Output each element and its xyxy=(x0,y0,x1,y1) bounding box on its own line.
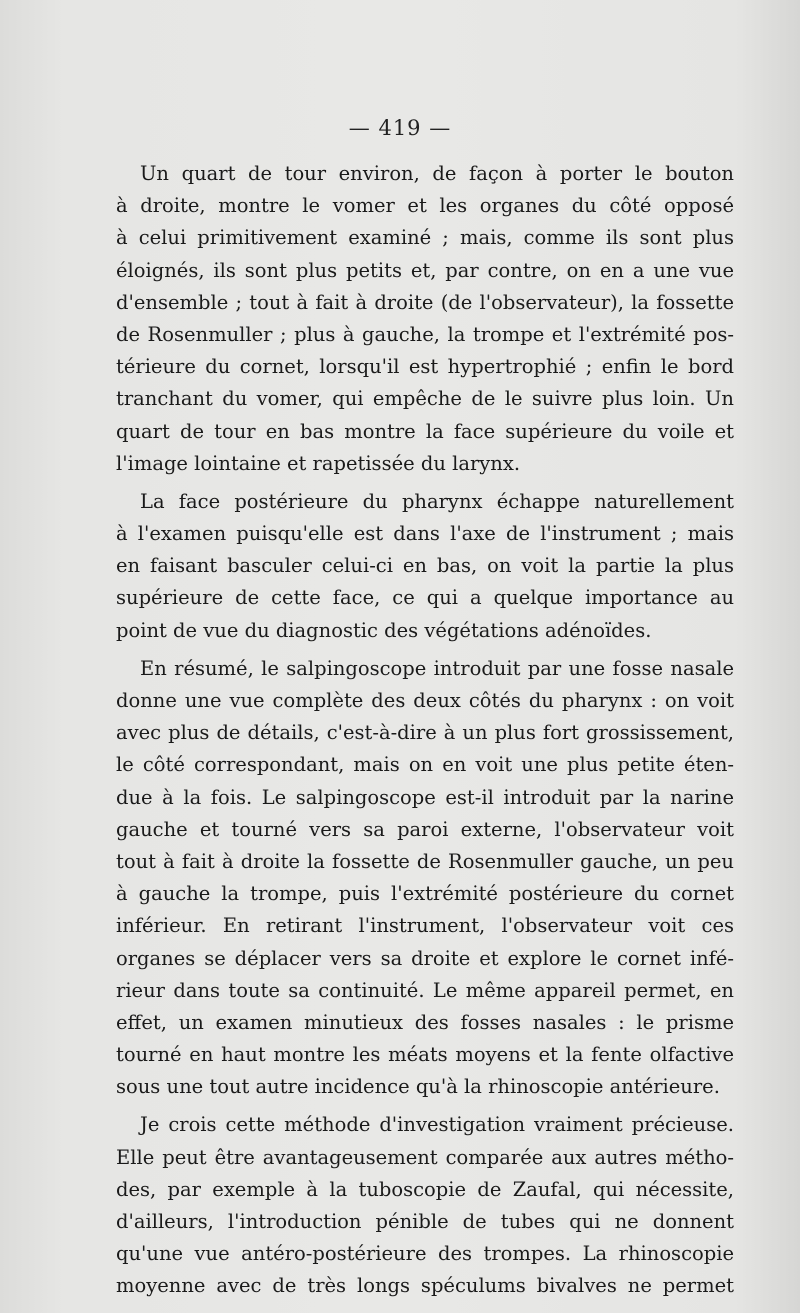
text-line: à celui primitivement examiné ; mais, comme ils sont plus xyxy=(116,226,734,250)
text-line: moyenne avec de très longs spéculums bivalves ne permet xyxy=(116,1274,734,1298)
text-line: La face postérieure du pharynx échappe naturellement xyxy=(140,489,734,513)
body-text xyxy=(116,158,734,1303)
paragraph xyxy=(116,158,734,480)
text-line: effet, un examen minutieux des fosses nasales : le prisme xyxy=(116,1010,734,1034)
text-line: due à la fois. Le salpingoscope est-il introduit par la narine xyxy=(116,785,734,809)
text-line: organes se déplacer vers sa droite et explore le cornet infé- xyxy=(116,946,734,970)
text-line: En résumé, le salpingoscope introduit par une fosse nasale xyxy=(140,656,734,680)
text-line: Elle peut être avantageusement comparée aux autres métho- xyxy=(116,1145,734,1169)
text-line: gauche et tourné vers sa paroi externe, l'observateur voit xyxy=(116,817,734,841)
text-line: sous une tout autre incidence qu'à la rhinoscopie antérieure. xyxy=(116,1075,720,1099)
paragraph xyxy=(116,486,734,647)
text-line: avec plus de détails, c'est-à-dire à un plus fort grossissement, xyxy=(116,721,734,745)
text-line: point de vue du diagnostic des végétations adénoïdes. xyxy=(116,618,652,642)
text-line: l'image lointaine et rapetissée du larynx. xyxy=(116,451,521,475)
text-line: supérieure de cette face, ce qui a quelque importance au xyxy=(116,586,734,610)
text-line: qu'une vue antéro-postérieure des trompes. La rhinoscopie xyxy=(116,1242,734,1266)
text-line: éloignés, ils sont plus petits et, par contre, on en a une vue xyxy=(116,258,734,282)
text-line: tranchant du vomer, qui empêche de le suivre plus loin. Un xyxy=(116,387,734,411)
text-line: à droite, montre le vomer et les organes du côté opposé xyxy=(116,194,734,218)
text-line: à l'examen puisqu'elle est dans l'axe de l'instrument ; mais xyxy=(116,522,734,546)
text-line: en faisant basculer celui-ci en bas, on voit la partie la plus xyxy=(116,554,734,578)
page-number: — 419 — xyxy=(348,116,452,140)
paragraph xyxy=(116,1109,734,1302)
text-line: tourné en haut montre les méats moyens et la fente olfactive xyxy=(116,1043,734,1067)
text-line: Un quart de tour environ, de façon à porter le bouton xyxy=(140,162,734,185)
text-line: à gauche la trompe, puis l'extrémité postérieure du cornet xyxy=(116,882,734,906)
text-line: Je crois cette méthode d'investigation vraiment précieuse. xyxy=(140,1113,734,1137)
text-line: rieur dans toute sa continuité. Le même appareil permet, en xyxy=(116,978,734,1002)
text-line: inférieur. En retirant l'instrument, l'observateur voit ces xyxy=(116,914,734,938)
text-line: térieure du cornet, lorsqu'il est hypertrophié ; enfin le bord xyxy=(116,355,734,379)
text-line: quart de tour en bas montre la face supérieure du voile et xyxy=(116,419,734,443)
paragraph xyxy=(116,653,734,1104)
text-line: d'ailleurs, l'introduction pénible de tubes qui ne donnent xyxy=(116,1210,734,1233)
text-line: le côté correspondant, mais on en voit une plus petite éten- xyxy=(116,753,734,777)
text-line: d'ensemble ; tout à fait à droite (de l'observateur), la fossette xyxy=(116,290,734,314)
text-line: des, par exemple à la tuboscopie de Zaufal, qui nécessite, xyxy=(116,1177,734,1201)
text-line: de Rosenmuller ; plus à gauche, la trompe et l'extrémité pos- xyxy=(116,322,734,346)
text-line: donne une vue complète des deux côtés du pharynx : on voit xyxy=(116,689,734,712)
text-line: tout à fait à droite la fossette de Rosenmuller gauche, un peu xyxy=(116,849,734,873)
